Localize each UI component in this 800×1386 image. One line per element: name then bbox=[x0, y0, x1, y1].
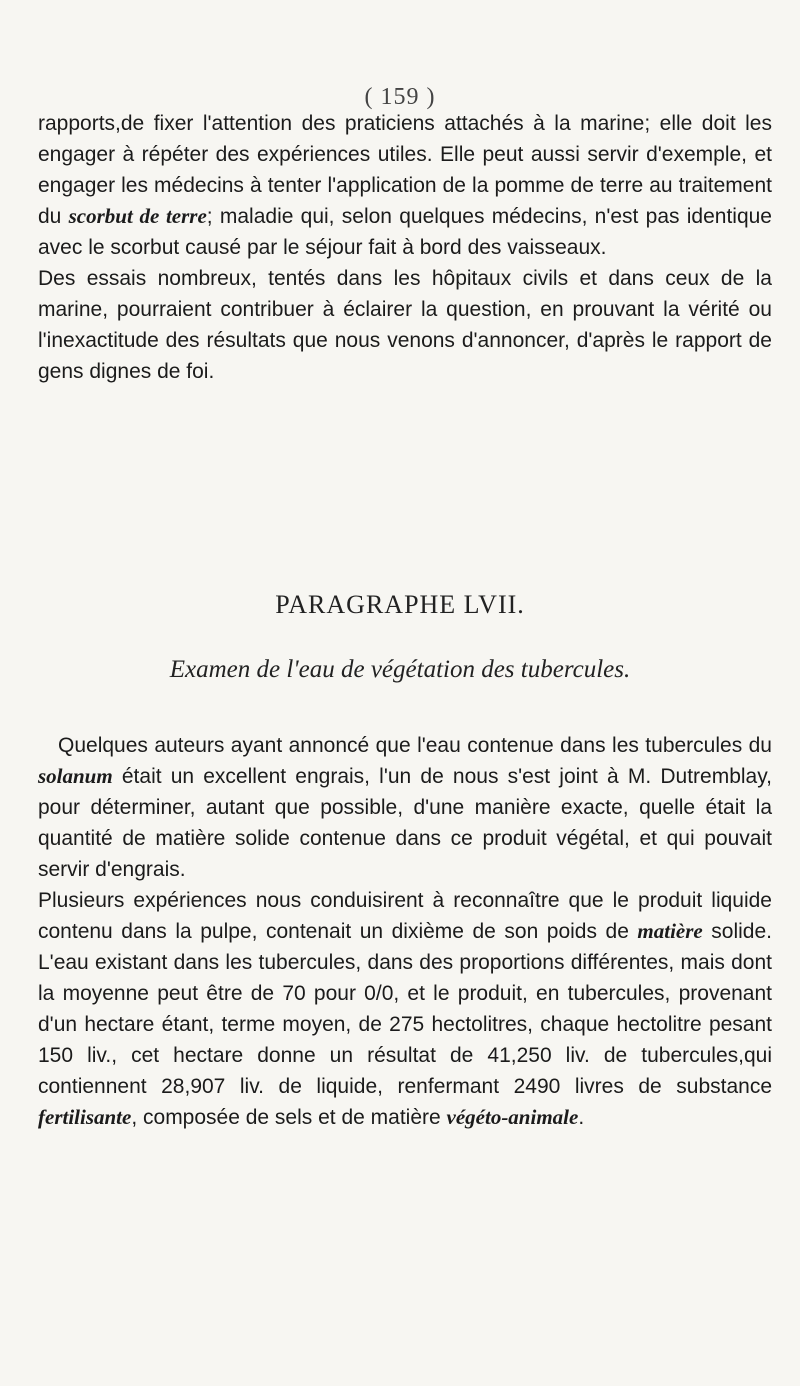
text-section-1 bbox=[38, 108, 772, 387]
text-run: ; maladie qui, selon quelques médecins, n'est pas identique avec le scorbut causé par le séjour fait à bord des vaisseaux. bbox=[38, 205, 772, 259]
italic-term: végéto-animale bbox=[446, 1105, 579, 1129]
paragraph: Des essais nombreux, tentés dans les hôpitaux civils et dans ceux de la marine, pourraient contribuer à éclairer la question, en prouvant la vérité ou l'inexactitude des résultats que nous venons d'annoncer, d'après le rapport de gens dignes de foi. bbox=[38, 267, 772, 383]
paragraph bbox=[38, 885, 772, 1133]
page-number: ( 159 ) bbox=[364, 84, 436, 110]
paragraph bbox=[38, 108, 772, 263]
text-run: rapports,de fixer l'attention des praticiens attachés à la marine; elle doit les engager à répéter des expériences utiles. Elle peut aussi servir d'exemple, et engager les médecins à tenter l'application de la pomme de terre au traitement du bbox=[38, 112, 772, 228]
section-subheading: Examen de l'eau de végétation des tubercules. bbox=[169, 656, 631, 683]
italic-term: solanum bbox=[38, 764, 113, 788]
text-section-2 bbox=[38, 730, 772, 1133]
text-run: était un excellent engrais, l'un de nous s'est joint à M. Dutremblay, pour déterminer, autant que possible, d'une manière exacte, quelle était la quantité de matière solide contenue dans ce produit végétal, et qui pouvait servir d'engrais. bbox=[38, 765, 772, 881]
text-run: solide. L'eau existant dans les tubercules, dans des proportions différentes, mais dont la moyenne peut être de 70 pour 0/0, et le produit, en tubercules, provenant d'un hectare étant, terme moyen, de 275 hectolitres, chaque hectolitre pesant 150 liv., cet hectare donne un résultat de 41,250 liv. de tubercules,qui contiennent 28,907 liv. de liquide, renfermant 2490 livres de substance bbox=[38, 920, 772, 1098]
italic-term: fertilisante bbox=[38, 1105, 132, 1129]
italic-term: scorbut de terre bbox=[68, 204, 207, 228]
section-heading: PARAGRAPHE LVII. bbox=[275, 590, 525, 619]
paragraph bbox=[38, 730, 772, 885]
text-run: Quelques auteurs ayant annoncé que l'eau contenue dans les tubercules du bbox=[58, 734, 772, 757]
text-run: Plusieurs expériences nous conduisirent à reconnaître que le produit liquide contenu dans la pulpe, contenait un dixième de son poids de bbox=[38, 889, 772, 943]
italic-term: matière bbox=[637, 919, 703, 943]
text-run: . bbox=[578, 1106, 585, 1129]
text-run: , composée de sels et de matière bbox=[131, 1106, 447, 1129]
